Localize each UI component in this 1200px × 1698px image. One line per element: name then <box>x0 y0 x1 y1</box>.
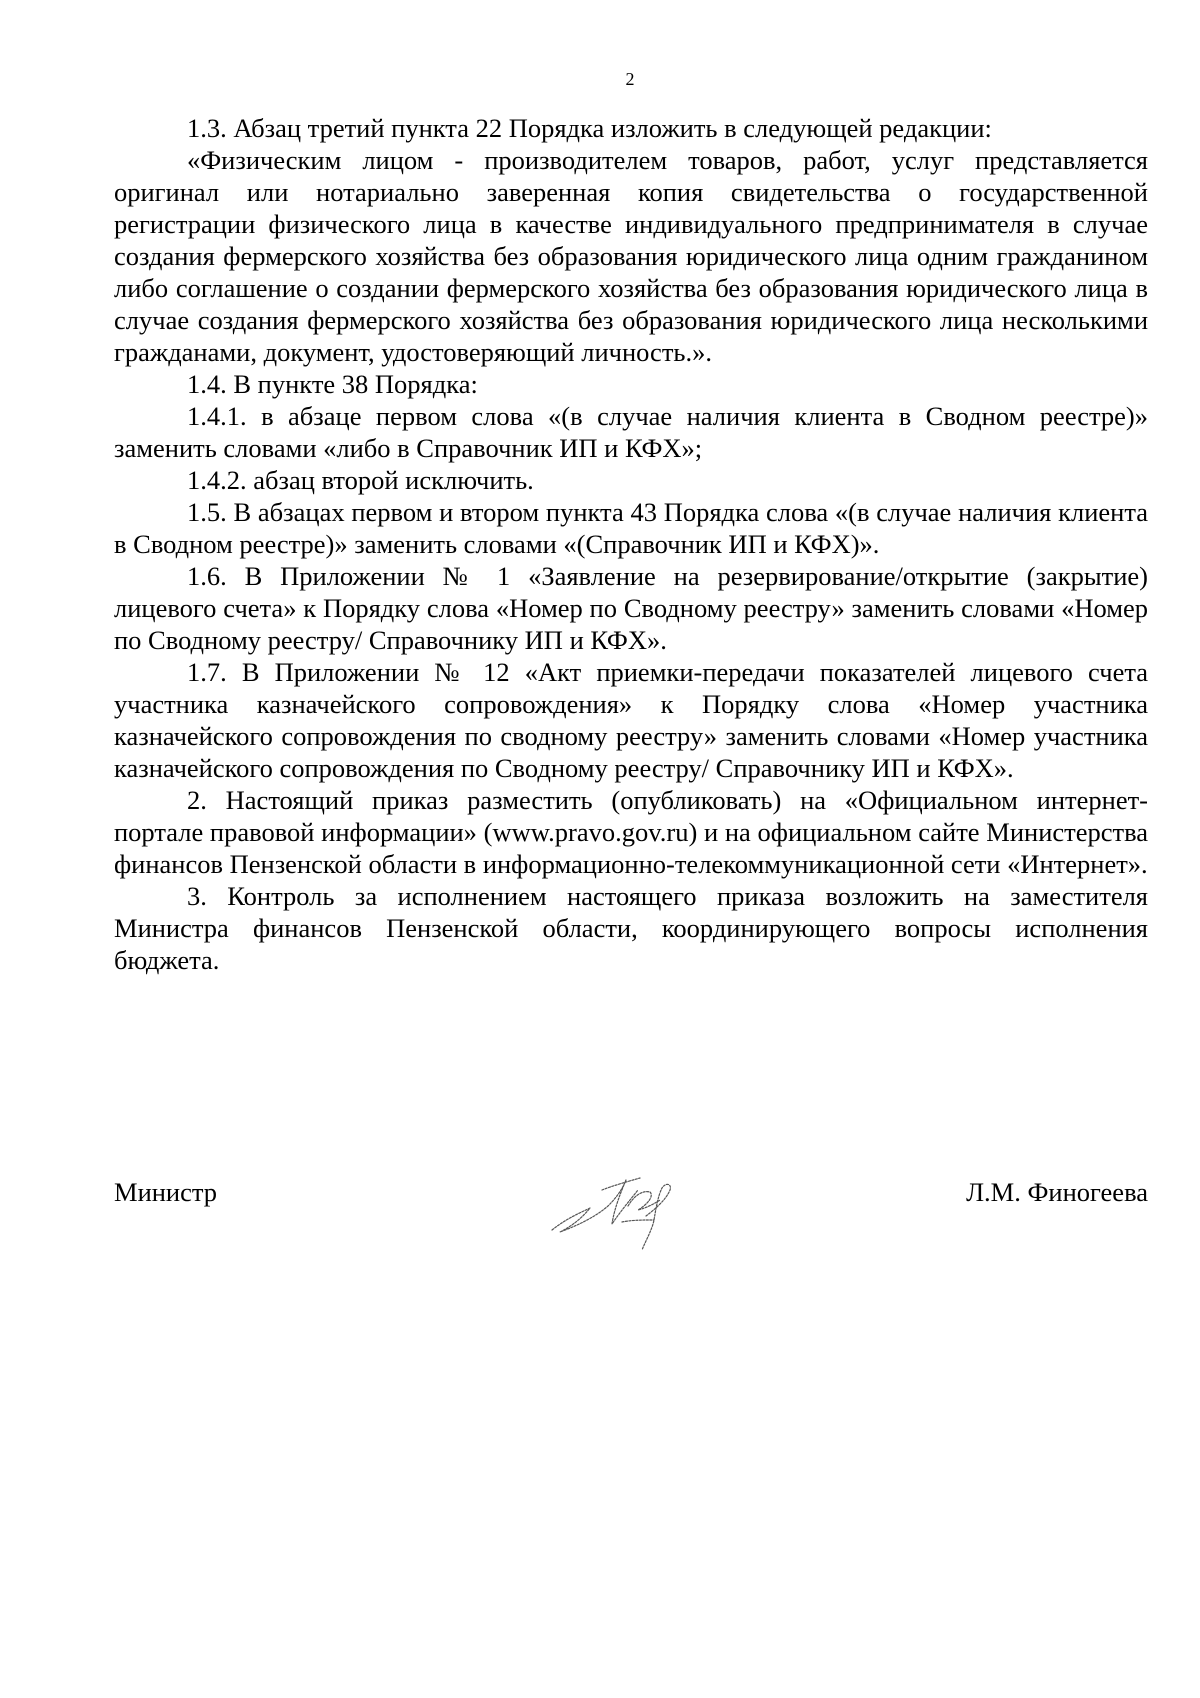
paragraph-1-6: 1.6. В Приложении № 1 «Заявление на резервирование/открытие (закрытие) лицевого счета» к Порядку слова «Номер по Сводному реестру» заменить словами «Номер по Сводному реестру/ Справочнику ИП и КФХ». <box>114 561 1148 655</box>
paragraph-1-4-2: 1.4.2. абзац второй исключить. <box>187 465 534 495</box>
document-body <box>114 112 1148 976</box>
paragraph-1-3: 1.3. Абзац третий пункта 22 Порядка изложить в следующей редакции: <box>187 113 992 143</box>
paragraph-1-7: 1.7. В Приложении № 12 «Акт приемки-передачи показателей лицевого счета участника казначейского сопровождения» к Порядку слова «Номер участника казначейского сопровождения по сводному реестру» заменить словами «Номер участника казначейского сопровождения по Сводному реестру/ Справочнику ИП и КФХ». <box>114 657 1148 783</box>
signature-block <box>114 1176 1148 1256</box>
paragraph-1-5: 1.5. В абзацах первом и втором пункта 43 Порядка слова «(в случае наличия клиента в Сводном реестре)» заменить словами «(Справочник ИП и КФХ)». <box>114 497 1148 559</box>
signer-name: Л.М. Финогеева <box>966 1177 1148 1207</box>
page-number: 2 <box>625 69 635 89</box>
handwritten-signature <box>542 1160 692 1256</box>
paragraph-1-3-quote: «Физическим лицом - производителем товаров, работ, услуг представляется оригинал или нотариально заверенная копия свидетельства о государственной регистрации физического лица в качестве индивидуального предпринимателя в случае создания фермерского хозяйства без образования юридического лица одним гражданином либо соглашение о создании фермерского хозяйства без образования юридического лица в случае создания фермерского хозяйства без образования юридического лица несколькими гражданами, документ, удостоверяющий личность.». <box>114 145 1148 367</box>
paragraph-2: 2. Настоящий приказ разместить (опубликовать) на «Официальном интернет-портале правовой информации» (www.pravo.gov.ru) и на официальном сайте Министерства финансов Пензенской области в информационно-телекоммуникационной сети «Интернет». <box>114 785 1148 879</box>
position-title: Министр <box>114 1177 218 1207</box>
paragraph-3: 3. Контроль за исполнением настоящего приказа возложить на заместителя Министра финансов Пензенской области, координирующего вопросы исполнения бюджета. <box>114 881 1148 975</box>
paragraph-1-4-1: 1.4.1. в абзаце первом слова «(в случае наличия клиента в Сводном реестре)» заменить словами «либо в Справочник ИП и КФХ»; <box>114 401 1148 463</box>
paragraph-1-4: 1.4. В пункте 38 Порядка: <box>187 369 478 399</box>
